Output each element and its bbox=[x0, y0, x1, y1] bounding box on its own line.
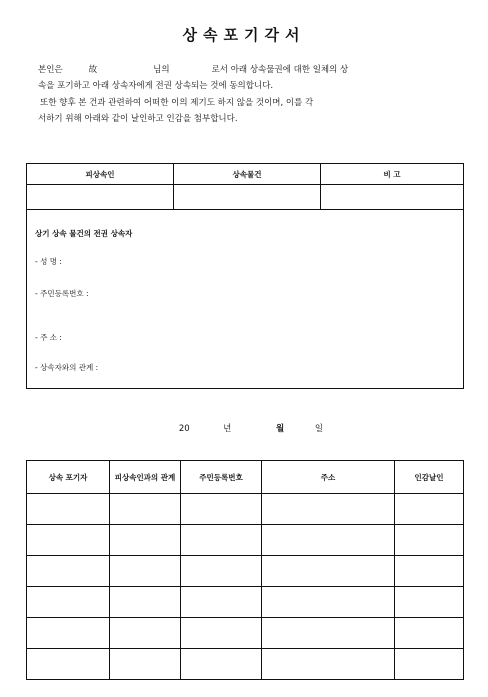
cell[interactable] bbox=[395, 525, 464, 556]
cell[interactable] bbox=[110, 525, 181, 556]
cell[interactable] bbox=[181, 587, 262, 618]
header-waiver-person: 상속 포기자 bbox=[27, 461, 110, 494]
cell[interactable] bbox=[27, 494, 110, 525]
consent-line-2: 속을 포기하고 아래 상속자에게 전권 상속되는 것에 동의합니다. bbox=[38, 81, 274, 91]
date-year-unit: 년 bbox=[223, 424, 232, 434]
header-resident-number: 주민등록번호 bbox=[181, 461, 262, 494]
table-row bbox=[27, 525, 464, 556]
cell[interactable] bbox=[181, 494, 262, 525]
cell[interactable] bbox=[27, 556, 110, 587]
field-resident-number: - 주민등록번호 : bbox=[35, 289, 89, 298]
cell[interactable] bbox=[181, 618, 262, 649]
consent-paragraph bbox=[38, 62, 458, 94]
table-row bbox=[27, 556, 464, 587]
date-year-value: 20 bbox=[178, 424, 190, 434]
header-property: 상속물건 bbox=[174, 164, 321, 185]
cell[interactable] bbox=[262, 494, 395, 525]
date-line bbox=[0, 422, 488, 434]
waiver-paragraph bbox=[38, 95, 458, 127]
document-title: 상속포기각서 bbox=[182, 26, 306, 44]
cell[interactable] bbox=[110, 556, 181, 587]
field-address: - 주 소 : bbox=[35, 333, 62, 342]
inheritance-table bbox=[26, 163, 464, 389]
cell[interactable] bbox=[181, 556, 262, 587]
cell[interactable] bbox=[110, 649, 181, 680]
cell[interactable] bbox=[262, 556, 395, 587]
cell[interactable] bbox=[181, 525, 262, 556]
cell-decedent[interactable] bbox=[27, 185, 174, 210]
header-address: 주소 bbox=[262, 461, 395, 494]
table-row bbox=[27, 494, 464, 525]
cell[interactable] bbox=[262, 587, 395, 618]
header-decedent: 피상속인 bbox=[27, 164, 174, 185]
cell[interactable] bbox=[262, 525, 395, 556]
date-month-unit: 월 bbox=[276, 424, 285, 434]
cell[interactable] bbox=[110, 494, 181, 525]
waiver-line-1: 또한 향후 본 건과 관련하여 어떠한 이의 제기도 하지 않을 것이며, 이를 각 bbox=[40, 98, 314, 108]
cell[interactable] bbox=[27, 525, 110, 556]
cell[interactable] bbox=[110, 618, 181, 649]
heir-box-title: 상기 상속 물건의 전권 상속자 bbox=[35, 229, 133, 238]
text-segment: 故 bbox=[88, 65, 98, 75]
cell[interactable] bbox=[262, 618, 395, 649]
table-row bbox=[27, 649, 464, 680]
header-relationship: 피상속인과의 관계 bbox=[110, 461, 181, 494]
waiver-line-2: 서하기 위해 아래와 같이 날인하고 인감을 첨부합니다. bbox=[38, 114, 238, 124]
cell[interactable] bbox=[262, 649, 395, 680]
cell-property[interactable] bbox=[174, 185, 321, 210]
cell[interactable] bbox=[395, 618, 464, 649]
field-name: - 성 명 : bbox=[35, 257, 62, 266]
cell[interactable] bbox=[181, 649, 262, 680]
cell[interactable] bbox=[395, 587, 464, 618]
table-row bbox=[27, 618, 464, 649]
text-segment: 님의 bbox=[153, 65, 170, 75]
date-year bbox=[165, 422, 245, 434]
consent-line-1 bbox=[38, 62, 458, 78]
cell[interactable] bbox=[395, 494, 464, 525]
header-seal: 인감날인 bbox=[395, 461, 464, 494]
date-day-unit: 일 bbox=[314, 424, 324, 434]
cell[interactable] bbox=[27, 649, 110, 680]
table-row bbox=[27, 587, 464, 618]
text-segment: 본인은 bbox=[38, 65, 63, 75]
waiver-signers-table bbox=[26, 460, 464, 680]
cell[interactable] bbox=[110, 587, 181, 618]
cell[interactable] bbox=[27, 587, 110, 618]
cell[interactable] bbox=[395, 556, 464, 587]
cell[interactable] bbox=[27, 618, 110, 649]
cell-remarks[interactable] bbox=[321, 185, 464, 210]
text-segment: 로서 아래 상속물권에 대한 일체의 상 bbox=[211, 65, 349, 75]
cell[interactable] bbox=[395, 649, 464, 680]
field-relationship: - 상속자와의 관계 : bbox=[35, 363, 99, 372]
heir-info-box bbox=[27, 210, 464, 389]
header-remarks: 비 고 bbox=[321, 164, 464, 185]
